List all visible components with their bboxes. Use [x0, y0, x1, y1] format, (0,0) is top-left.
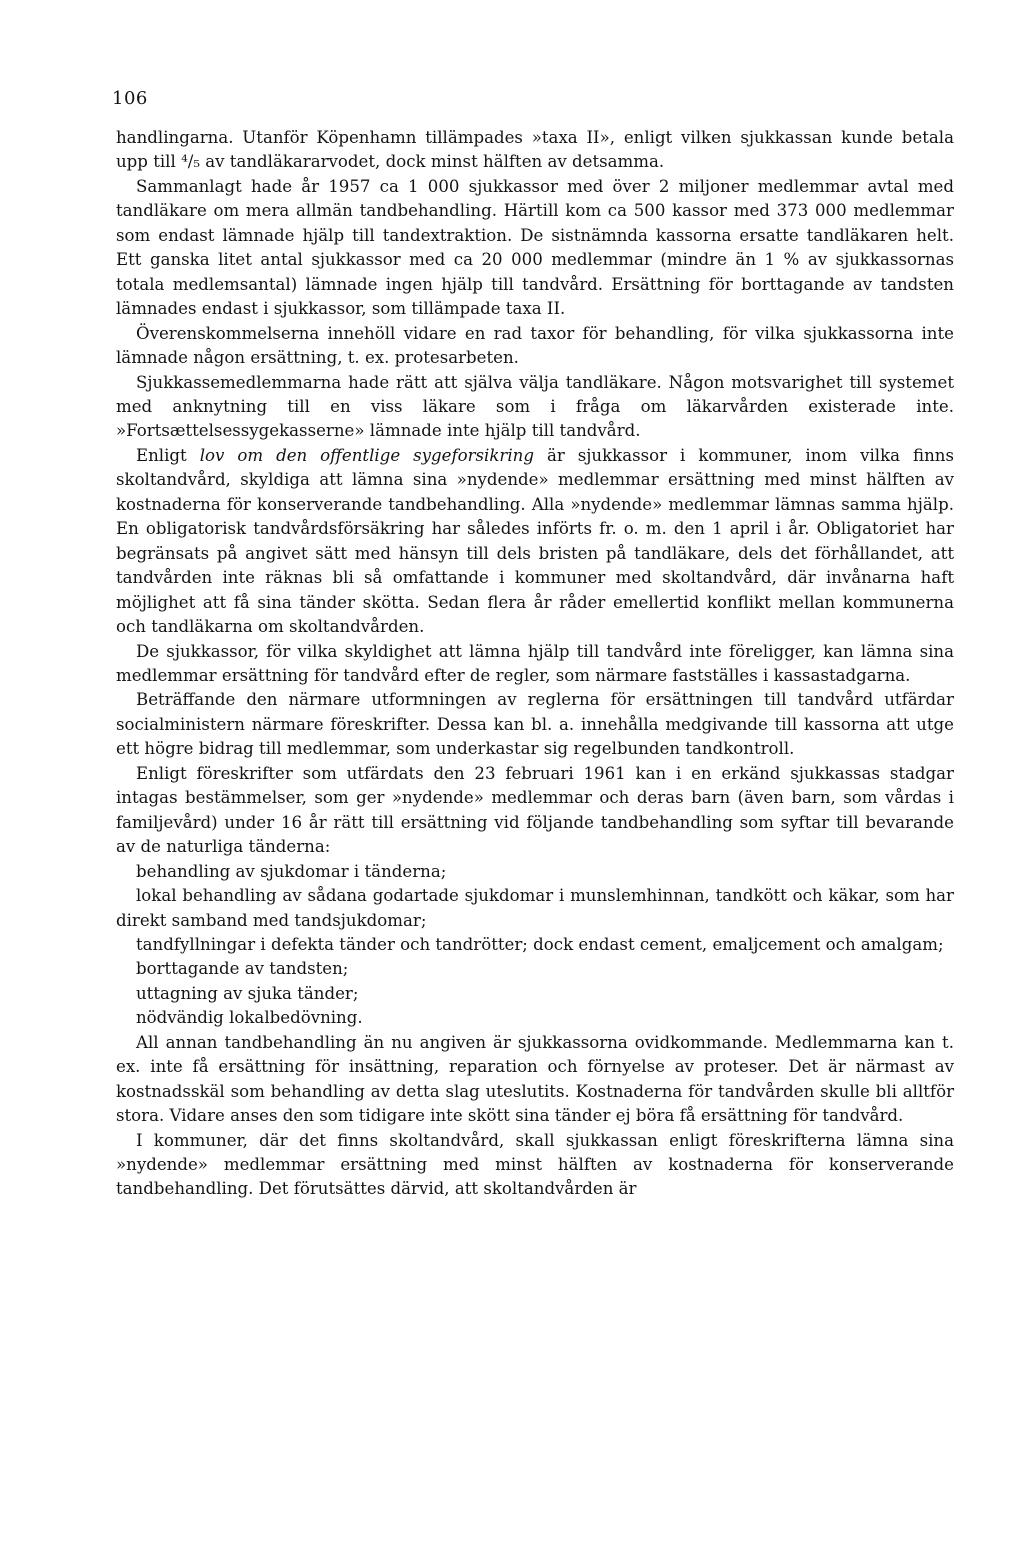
law-intro: Enligt [136, 445, 200, 465]
list-item: tandfyllningar i defekta tänder och tandrötter; dock endast cement, emaljcement och amalgam; [136, 934, 944, 954]
paragraph-7: Beträffande den närmare utformningen av reglerna för ersättningen till tandvård utfärdar socialministern närmare föreskrifter. Dessa kan bl. a. innehålla medgivande till kassorna att utge ett högre bidrag till medlemmar, som underkastar sig regelbunden tandkontroll. [116, 690, 954, 759]
paragraph-10: I kommuner, där det finns skoltandvård, skall sjukkassan enligt föreskrifterna lämna sina »nydende» medlemmar ersättning med minst hälften av kostnaderna för konserverande tandbehandling. Det förutsättes därvid, att skoltandvården är [116, 1130, 954, 1199]
body-text [116, 126, 954, 1202]
paragraph-4: Sjukkassemedlemmarna hade rätt att själva välja tandläkare. Någon motsvarighet till systemet med anknytning till en viss läkare som i fråga om läkarvården existerade inte. »Fortsættelsessygekasserne» lämnade inte hjälp till tandvård. [116, 372, 954, 441]
paragraph-6: De sjukkassor, för vilka skyldighet att lämna hjälp till tandvård inte föreligger, kan lämna sina medlemmar ersättning för tandvård efter de regler, som närmare fastställes i kassastadgarna. [116, 641, 954, 685]
paragraph-9: All annan tandbehandling än nu angiven är sjukkassorna ovidkommande. Medlemmarna kan t. ex. inte få ersättning för insättning, reparation och förnyelse av proteser. Det är närmast av kostnadsskäl som behandling av detta slag uteslutits. Kostnaderna för tandvården skulle bli alltför stora. Vidare anses den som tidigare inte skött sina tänder ej böra få ersättning för tandvård. [116, 1032, 954, 1126]
law-body: är sjukkassor i kommuner, inom vilka finns skoltandvård, skyldiga att lämna sina »nydende» medlemmar ersättning med minst hälften av kostnaderna för konserverande tandbehandling. Alla »nydende» medlemmar lämnas samma hjälp. En obligatorisk tandvårdsförsäkring har således införts fr. o. m. den 1 april i år. Obligatoriet har begränsats på angivet sätt med hänsyn till dels bristen på tandläkare, dels det förhållandet, att tandvården inte räknas bli så omfattande i kommuner med skoltandvård, där invånarna haft möjlighet att få sina tänder skötta. Sedan flera år råder emellertid konflikt mellan kommunerna och tandläkarna om skoltandvården. [116, 445, 954, 637]
list-item: behandling av sjukdomar i tänderna; [136, 861, 447, 881]
page-number: 106 [112, 88, 148, 109]
paragraph-8: Enligt föreskrifter som utfärdats den 23 februari 1961 kan i en erkänd sjukkassas stadgar intagas bestämmelser, som ger »nydende» medlemmar och deras barn (även barn, som vårdas i familjevård) under 16 år rätt till ersättning vid följande tandbehandling som syftar till bevarande av de naturliga tänderna: [116, 763, 954, 857]
paragraph-1: handlingarna. Utanför Köpenhamn tillämpades »taxa II», enligt vilken sjukkassan kunde betala upp till ⁴/₅ av tandläkararvodet, dock minst hälften av detsamma. [116, 128, 954, 172]
paragraph-3: Överenskommelserna innehöll vidare en rad taxor för behandling, för vilka sjukkassorna inte lämnade någon ersättning, t. ex. protesarbeten. [116, 323, 954, 368]
list-item: lokal behandling av sådana godartade sjukdomar i munslemhinnan, tandkött och käkar, som har direkt samband med tandsjukdomar; [116, 886, 954, 930]
list-item: uttagning av sjuka tänder; [136, 983, 359, 1003]
list-item: borttagande av tandsten; [136, 959, 349, 979]
paragraph-2: Sammanlagt hade år 1957 ca 1 000 sjukkassor med över 2 miljoner medlemmar avtal med tandläkare om mera allmän tandbehandling. Härtill kom ca 500 kassor med 373 000 medlemmar som endast lämnade hjälp till tandextraktion. De sistnämnda kassorna ersatte tandläkaren helt. Ett ganska litet antal sjukkassor med ca 20 000 medlemmar (mindre än 1 % av sjukkassornas totala medlemsantal) lämnade ingen hjälp till tandvård. Ersättning för borttagande av tandsten lämnades endast i sjukkassor, som tillämpade taxa II. [116, 176, 954, 319]
paragraph-law [116, 444, 954, 640]
law-title: lov om den offentlige sygeforsikring [199, 445, 534, 465]
list-item: nödvändig lokalbedövning. [136, 1008, 363, 1028]
